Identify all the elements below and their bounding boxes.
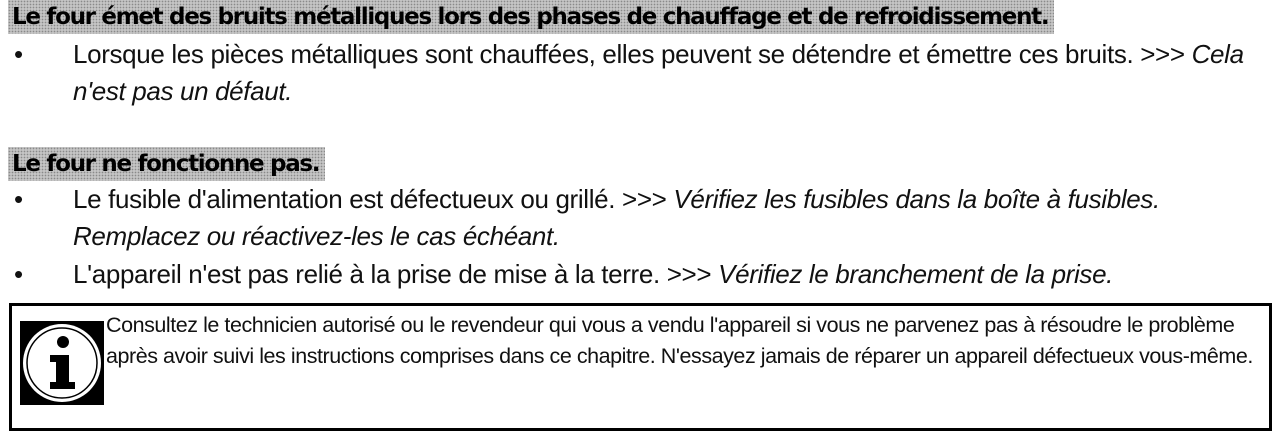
section-heading-oven-not-working: Le four ne fonctionne pas.: [8, 147, 325, 181]
troubleshooting-item-text: [73, 256, 1253, 293]
remedy-text: Vérifiez les fusibles dans la boîte à fusibles. Remplacez ou réactivez-les le cas échéant.: [73, 184, 1160, 251]
info-note-box: [9, 303, 1272, 431]
info-icon: [20, 321, 104, 405]
troubleshooting-item-text: [73, 36, 1253, 110]
section-heading-oven-noise: Le four émet des bruits métalliques lors des phases de chauffage et de refroidissement.: [8, 0, 1054, 34]
troubleshooting-item-text: [73, 181, 1253, 255]
remedy-text: Cela n'est pas un défaut.: [73, 39, 1244, 106]
info-icon-graphic: [20, 321, 104, 405]
bullet-icon: •: [14, 184, 23, 214]
cause-text: Lorsque les pièces métalliques sont chauffées, elles peuvent se détendre et émettre ces bruits. >>>: [73, 39, 1192, 69]
cause-text: L'appareil n'est pas relié à la prise de mise à la terre. >>>: [73, 259, 719, 289]
remedy-text: Vérifiez le branchement de la prise.: [718, 259, 1114, 289]
bullet-icon: •: [14, 259, 23, 289]
info-note-text: Consultez le technicien autorisé ou le revendeur qui vous a vendu l'appareil si vous ne parvenez pas à résoudre le problème après avoir suivi les instructions comprises dans ce chapitre. N'essayez jamais de réparer un appareil défectueux vous-même.: [106, 313, 1253, 368]
bullet-icon: •: [14, 39, 23, 69]
cause-text: Le fusible d'alimentation est défectueux ou grillé. >>>: [73, 184, 674, 214]
